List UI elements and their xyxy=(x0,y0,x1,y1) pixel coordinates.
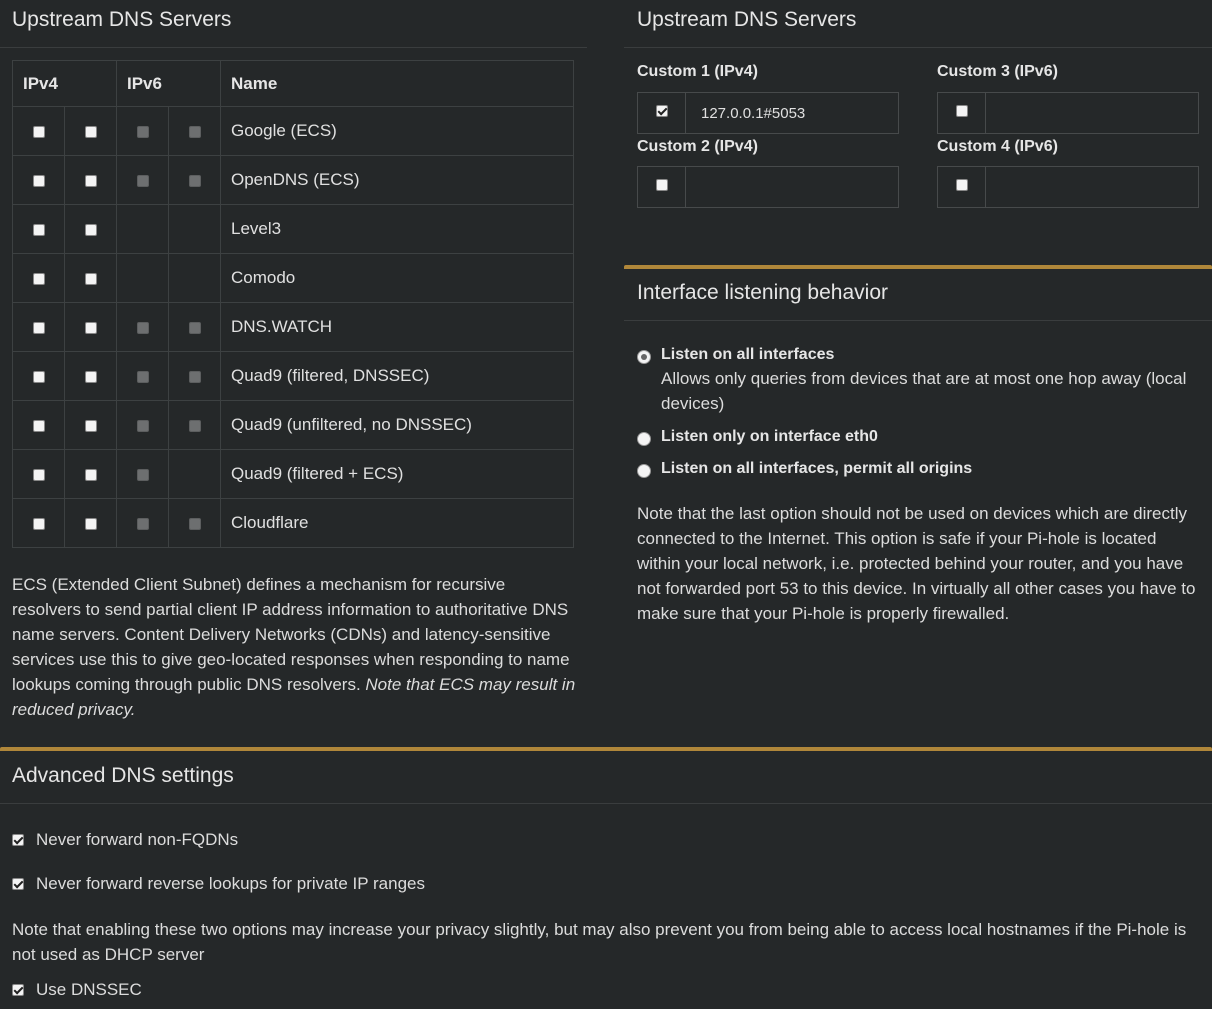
fqdn-checkbox[interactable] xyxy=(12,834,24,846)
ipv4-primary-checkbox[interactable] xyxy=(33,224,45,236)
custom3-input[interactable] xyxy=(986,93,1198,133)
ipv4-primary-checkbox[interactable] xyxy=(33,371,45,383)
custom2-field xyxy=(637,166,899,208)
custom4-label: Custom 4 (IPv6) xyxy=(937,138,1058,155)
ipv4-primary-checkbox[interactable] xyxy=(33,126,45,138)
ipv4-primary-checkbox[interactable] xyxy=(33,322,45,334)
custom1-label: Custom 1 (IPv4) xyxy=(637,63,758,80)
option-fqdn[interactable] xyxy=(12,830,238,850)
header-name: Name xyxy=(221,61,574,107)
ipv6-primary-checkbox[interactable] xyxy=(137,469,149,481)
advanced-title: Advanced DNS settings xyxy=(12,764,234,787)
ipv4-primary-checkbox[interactable] xyxy=(33,518,45,530)
server-name: OpenDNS (ECS) xyxy=(221,156,574,205)
table-row xyxy=(13,303,574,352)
custom4-input[interactable] xyxy=(986,167,1198,207)
table-row xyxy=(13,205,574,254)
header-ipv4: IPv4 xyxy=(13,61,117,107)
reverse-label: Never forward reverse lookups for private IP ranges xyxy=(36,874,425,893)
custom3-label: Custom 3 (IPv6) xyxy=(937,63,1058,80)
interface-title: Interface listening behavior xyxy=(637,281,888,304)
reverse-checkbox[interactable] xyxy=(12,878,24,890)
custom1-checkbox[interactable] xyxy=(656,105,668,117)
ipv6-secondary-checkbox[interactable] xyxy=(189,420,201,432)
server-name: Level3 xyxy=(221,205,574,254)
ipv6-primary-checkbox[interactable] xyxy=(137,420,149,432)
custom3-checkbox[interactable] xyxy=(956,105,968,117)
ipv6-secondary-checkbox[interactable] xyxy=(189,126,201,138)
ipv4-secondary-checkbox[interactable] xyxy=(85,469,97,481)
server-name: Quad9 (unfiltered, no DNSSEC) xyxy=(221,401,574,450)
server-name: DNS.WATCH xyxy=(221,303,574,352)
ipv4-primary-checkbox[interactable] xyxy=(33,273,45,285)
radio-all-interfaces[interactable] xyxy=(637,346,1197,416)
table-row xyxy=(13,450,574,499)
advanced-note: Note that enabling these two options may increase your privacy slightly, but may also prevent you from being able to access local hostnames if the Pi-hole is not used as DHCP server xyxy=(12,920,1187,964)
upstream-dns-title-left: Upstream DNS Servers xyxy=(12,8,232,31)
table-row xyxy=(13,352,574,401)
server-name: Google (ECS) xyxy=(221,107,574,156)
radio-eth0-label: Listen only on interface eth0 xyxy=(661,428,878,445)
ipv4-primary-checkbox[interactable] xyxy=(33,420,45,432)
table-row xyxy=(13,254,574,303)
radio-eth0[interactable] xyxy=(637,428,878,446)
ipv4-secondary-checkbox[interactable] xyxy=(85,420,97,432)
custom2-label: Custom 2 (IPv4) xyxy=(637,138,758,155)
server-name: Comodo xyxy=(221,254,574,303)
radio-all-origins[interactable] xyxy=(637,460,972,478)
custom4-field xyxy=(937,166,1199,208)
custom4-checkbox[interactable] xyxy=(956,179,968,191)
ipv4-secondary-checkbox[interactable] xyxy=(85,273,97,285)
upstream-dns-title-right: Upstream DNS Servers xyxy=(637,8,857,31)
custom2-input[interactable] xyxy=(686,167,898,207)
ipv6-primary-checkbox[interactable] xyxy=(137,175,149,187)
ipv4-secondary-checkbox[interactable] xyxy=(85,175,97,187)
ipv6-primary-checkbox[interactable] xyxy=(137,322,149,334)
ipv4-secondary-checkbox[interactable] xyxy=(85,126,97,138)
ipv4-secondary-checkbox[interactable] xyxy=(85,371,97,383)
table-row xyxy=(13,401,574,450)
radio-all-interfaces-label: Listen on all interfaces xyxy=(661,346,835,363)
header-ipv6: IPv6 xyxy=(117,61,221,107)
radio-all-interfaces-desc: Allows only queries from devices that are at most one hop away (local devices) xyxy=(661,369,1187,413)
fqdn-label: Never forward non-FQDNs xyxy=(36,830,239,849)
ecs-note: ECS (Extended Client Subnet) defines a mechanism for recursive resolvers to send partial client IP address information to authoritative DNS name servers. Content Delivery Networks (CDNs) and latency-sensitive services use this to give geo-located responses when responding to name lookups coming through public DNS resolvers. Note that ECS may result in reduced privacy. xyxy=(12,575,576,719)
table-row xyxy=(13,156,574,205)
dnssec-label: Use DNSSEC xyxy=(36,980,142,999)
server-name: Cloudflare xyxy=(221,499,574,548)
dnssec-checkbox[interactable] xyxy=(12,984,24,996)
ipv6-primary-checkbox[interactable] xyxy=(137,518,149,530)
radio-all-interfaces-dot[interactable] xyxy=(637,350,651,364)
ipv4-secondary-checkbox[interactable] xyxy=(85,322,97,334)
ipv6-primary-checkbox[interactable] xyxy=(137,371,149,383)
server-name: Quad9 (filtered, DNSSEC) xyxy=(221,352,574,401)
server-name: Quad9 (filtered + ECS) xyxy=(221,450,574,499)
custom2-checkbox[interactable] xyxy=(656,179,668,191)
radio-eth0-dot[interactable] xyxy=(637,432,651,446)
interface-note: Note that the last option should not be used on devices which are directly connected to the Internet. This option is safe if your Pi-hole is located within your local network, i.e. protected behind your router, and you have not forwarded port 53 to this device. In virtually all other cases you have to make sure that your Pi-hole is properly firewalled. xyxy=(637,504,1196,623)
upstream-dns-table xyxy=(12,60,574,548)
custom1-input[interactable]: 127.0.0.1#5053 xyxy=(701,104,806,122)
ipv6-primary-checkbox[interactable] xyxy=(137,126,149,138)
custom3-field xyxy=(937,92,1199,134)
ipv6-secondary-checkbox[interactable] xyxy=(189,322,201,334)
table-row xyxy=(13,499,574,548)
option-reverse[interactable] xyxy=(12,874,425,894)
ipv6-secondary-checkbox[interactable] xyxy=(189,371,201,383)
radio-all-origins-dot[interactable] xyxy=(637,464,651,478)
ipv4-secondary-checkbox[interactable] xyxy=(85,224,97,236)
radio-all-origins-label: Listen on all interfaces, permit all origins xyxy=(661,460,973,477)
ipv4-primary-checkbox[interactable] xyxy=(33,175,45,187)
ipv6-secondary-checkbox[interactable] xyxy=(189,175,201,187)
custom1-field xyxy=(637,92,899,134)
table-row xyxy=(13,107,574,156)
option-dnssec[interactable] xyxy=(12,980,142,1000)
ipv4-secondary-checkbox[interactable] xyxy=(85,518,97,530)
ipv4-primary-checkbox[interactable] xyxy=(33,469,45,481)
ipv6-secondary-checkbox[interactable] xyxy=(189,518,201,530)
